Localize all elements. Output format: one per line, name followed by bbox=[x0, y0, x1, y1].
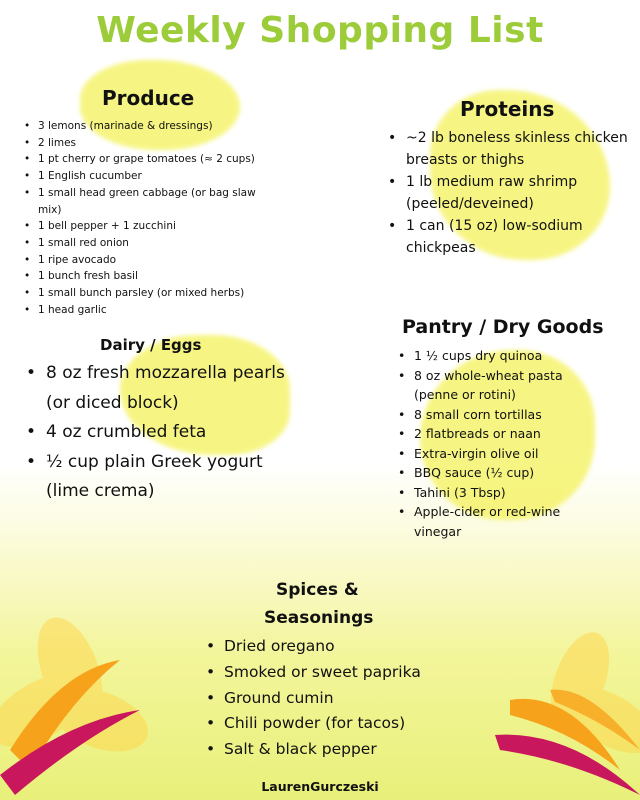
author-credit: LaurenGurczeski bbox=[261, 779, 379, 794]
list-item: • 2 limes bbox=[24, 135, 279, 152]
list-item: • 1 small head green cabbage (or bag slaw mix) bbox=[24, 185, 279, 218]
list-item: • 8 small corn tortillas bbox=[398, 405, 598, 425]
list-item: • 2 flatbreads or naan bbox=[398, 424, 598, 444]
list-item: • 1 ½ cups dry quinoa bbox=[398, 346, 598, 366]
list-item: • ~2 lb boneless skinless chicken breasts or thighs bbox=[388, 127, 633, 171]
list-item: • Ground cumin bbox=[206, 686, 466, 712]
list-item: • 1 small red onion bbox=[24, 235, 279, 252]
list-item: • 1 bell pepper + 1 zucchini bbox=[24, 218, 279, 235]
list-item: • BBQ sauce (½ cup) bbox=[398, 463, 598, 483]
list-item: • 1 ripe avocado bbox=[24, 252, 279, 269]
flower-right-decoration bbox=[490, 630, 640, 800]
list-item: • 1 can (15 oz) low-sodium chickpeas bbox=[388, 215, 633, 259]
list-item: • 8 oz fresh mozzarella pearls (or diced block) bbox=[26, 359, 306, 418]
list-item: • Apple-cider or red-wine vinegar bbox=[398, 502, 598, 541]
produce-heading: Produce bbox=[102, 86, 195, 110]
dairy-heading: Dairy / Eggs bbox=[100, 336, 202, 354]
list-item: • Smoked or sweet paprika bbox=[206, 660, 466, 686]
list-item: • Chili powder (for tacos) bbox=[206, 711, 466, 737]
produce-list bbox=[24, 118, 279, 318]
list-item: • 1 bunch fresh basil bbox=[24, 268, 279, 285]
proteins-list bbox=[388, 127, 633, 259]
list-item: • 1 lb medium raw shrimp (peeled/deveined) bbox=[388, 171, 633, 215]
list-item: • Salt & black pepper bbox=[206, 737, 466, 763]
spices-heading-line2: Seasonings bbox=[264, 608, 374, 628]
list-item: • Dried oregano bbox=[206, 634, 466, 660]
list-item: • 1 head garlic bbox=[24, 302, 279, 319]
list-item: • 8 oz whole-wheat pasta (penne or rotini) bbox=[398, 366, 598, 405]
proteins-heading: Proteins bbox=[460, 97, 555, 121]
list-item: • Tahini (3 Tbsp) bbox=[398, 483, 598, 503]
list-item: • 1 English cucumber bbox=[24, 168, 279, 185]
pantry-list bbox=[398, 346, 598, 541]
spices-heading-line1: Spices & bbox=[276, 580, 359, 600]
list-item: • 1 small bunch parsley (or mixed herbs) bbox=[24, 285, 279, 302]
list-item: • 1 pt cherry or grape tomatoes (≈ 2 cups) bbox=[24, 151, 279, 168]
dairy-list bbox=[26, 359, 306, 507]
list-item: • ½ cup plain Greek yogurt (lime crema) bbox=[26, 448, 306, 507]
list-item: • 3 lemons (marinade & dressings) bbox=[24, 118, 279, 135]
list-item: • 4 oz crumbled feta bbox=[26, 418, 306, 448]
page-title: Weekly Shopping List bbox=[96, 10, 544, 51]
list-item: • Extra-virgin olive oil bbox=[398, 444, 598, 464]
pantry-heading: Pantry / Dry Goods bbox=[402, 316, 604, 338]
spices-list bbox=[206, 634, 466, 763]
flower-left-decoration bbox=[0, 600, 150, 800]
